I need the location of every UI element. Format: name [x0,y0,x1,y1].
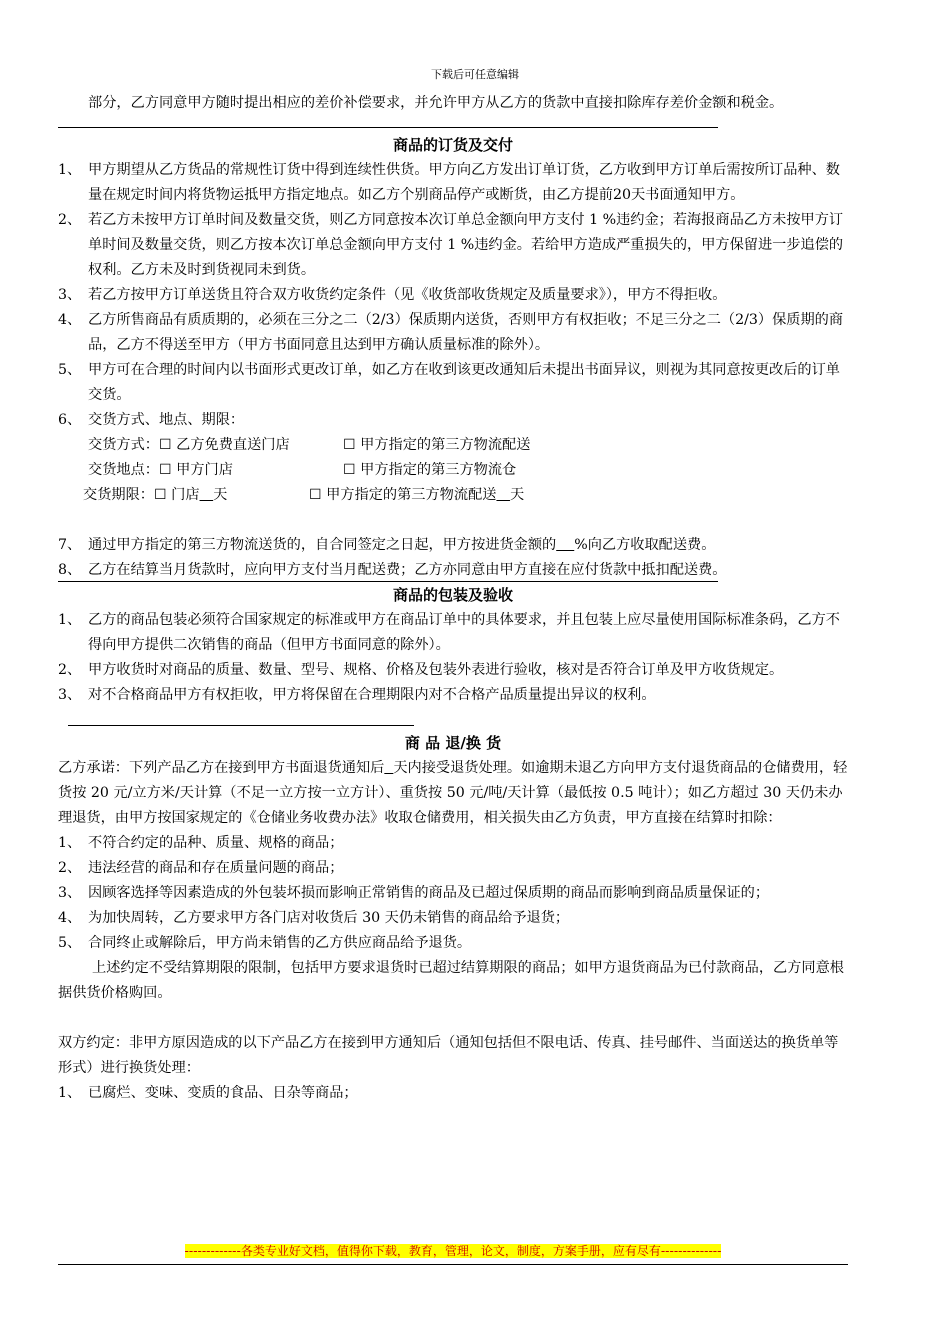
list-item: 5、 甲方可在合理的时间内以书面形式更改订单，如乙方在收到该更改通知后未提出书面异议，则视为其同意按更改后的订单交货。 [58,362,840,403]
list-item: 2、 若乙方未按甲方订单时间及数量交货，则乙方同意按本次订单总金额向甲方支付 1 %违约金；若海报商品乙方未按甲方订单时间及数量交货，则乙方按本次订单总金额向甲方支付 1 %违约金。若给甲方造成严重损失的，甲方保留进一步追偿的权利。乙方未及时到货视同未到货。 [58,212,844,278]
returns-list [58,831,848,956]
list-item: 7、 通过甲方指定的第三方物流送货的，自合同签定之日起，甲方按进货金额的 %向乙方收取配送费。 [58,537,716,553]
footer-divider [58,1264,848,1265]
delivery-place-option-1[interactable]: ☐ 甲方门店 [158,462,233,478]
delivery-place-option-2[interactable]: ☐ 甲方指定的第三方物流仓 [342,462,517,478]
list-item: 3、 对不合格商品甲方有权拒收，甲方将保留在合理期限内对不合格产品质量提出异议的权利。 [58,687,656,703]
delivery-method-option-2[interactable]: ☐ 甲方指定的第三方物流配送 [342,437,531,453]
list-item: 8、 乙方在结算当月货款时，应向甲方支付当月配送费；乙方亦同意由甲方直接在应付货款中抵扣配送费。 [58,562,727,578]
delivery-term-option-2[interactable]: ☐ 甲方指定的第三方物流配送 天 [308,487,525,503]
ordering-list [58,158,848,433]
list-item: 5、 合同终止或解除后，甲方尚未销售的乙方供应商品给予退货。 [58,935,472,951]
intro-paragraph: 部分，乙方同意甲方随时提出相应的差价补偿要求，并允许甲方从乙方的货款中直接扣除库存差价金额和税金。 [88,95,784,111]
exchange-paragraph: 双方约定：非甲方原因造成的以下产品乙方在接到甲方通知后（通知包括但不限电话、传真、挂号邮件、当面送达的换货单等形式）进行换货处理： [58,1035,839,1076]
list-item: 2、 违法经营的商品和存在质量问题的商品； [58,860,344,876]
fee-percent-blank [556,537,574,553]
section-title-packaging: 商品的包装及验收 [392,586,513,604]
list-item: 2、 甲方收货时对商品的质量、数量、型号、规格、价格及包装外表进行验收，核对是否符合订单及甲方收货规定。 [58,662,784,678]
list-item: 4、 乙方所售商品有质质期的，必须在三分之二（2/3）保质期内送货，否则甲方有权拒收；不足三分之二（2/3）保质期的商品，乙方不得送至甲方（甲方书面同意且达到甲方确认质量标准的除外）。 [58,312,844,353]
list-item: 6、 交货方式、地点、期限： [58,412,245,428]
delivery-term-row: 交货期限：☐ 门店 天 ☐ 甲方指定的第三方物流配送 天 [58,483,848,508]
list-item: 1、 已腐烂、变味、变质的食品、日杂等商品； [58,1085,358,1101]
promo-footer: -------------各类专业好文档，值得你下载，教育，管理，论文，制度，方案手册，应有尽有-------------- [184,1244,722,1258]
list-item: 3、 若乙方按甲方订单送货且符合双方收货约定条件（见《收货部收货规定及质量要求》），甲方不得拒收。 [58,287,727,303]
delivery-method-row: 交货方式：☐ 乙方免费直送门店 ☐ 甲方指定的第三方物流配送 [58,433,848,458]
return-days-blank [384,760,393,776]
returns-promise-paragraph: 乙方承诺：下列产品乙方在接到甲方书面退货通知后 天内接受退货处理。如逾期未退乙方向甲方支付退货商品的仓储费用，轻货按 20 元/立方米/天计算（不足一立方按一立方计）、重货按 50 元/吨/天计算（最低按 0.5 吨计）；如乙方超过 30 天仍未办理退货，由甲方按国家规定的《仓储业务收费办法》收取仓储费用，相关损失由乙方负责，甲方直接在结算时扣除： [58,760,848,826]
section-title-ordering: 商品的订货及交付 [392,136,513,154]
packaging-list [58,608,848,708]
section-title-returns: 商 品 退/换 货 [404,734,502,752]
list-item: 1、 不符合约定的品种、质量、规格的商品； [58,835,344,851]
list-item: 4、 为加快周转，乙方要求甲方各门店对收货后 30 天仍未销售的商品给予退货； [58,910,570,926]
delivery-term-option-1[interactable]: ☐ 门店 天 [153,487,228,503]
list-item: 1、 甲方期望从乙方货品的常规性订货中得到连续性供货。甲方向乙方发出订单订货，乙方收到甲方订单后需按所订品种、数量在规定时间内将货物运抵甲方指定地点。如乙方个别商品停产或断货，由乙方提前20天书面通知甲方。 [58,162,840,203]
document-body [58,91,848,1106]
list-item: 1、 乙方的商品包装必须符合国家规定的标准或甲方在商品订单中的具体要求，并且包装上应尽量使用国际标准条码，乙方不得向甲方提供二次销售的商品（但甲方书面同意的除外）。 [58,612,840,653]
returns-note-paragraph: 上述约定不受结算期限的限制，包括甲方要求退货时已超过结算期限的商品；如甲方退货商品为已付款商品，乙方同意根据供货价格购回。 [58,960,844,1001]
page-header: 下载后可任意编辑 [431,68,519,81]
list-item: 3、 因顾客选择等因素造成的外包装坏损而影响正常销售的商品及已超过保质期的商品而影响到商品质量保证的； [58,885,770,901]
delivery-place-row: 交货地点：☐ 甲方门店 ☐ 甲方指定的第三方物流仓 [58,458,848,483]
delivery-method-option-1[interactable]: ☐ 乙方免费直送门店 [158,437,290,453]
